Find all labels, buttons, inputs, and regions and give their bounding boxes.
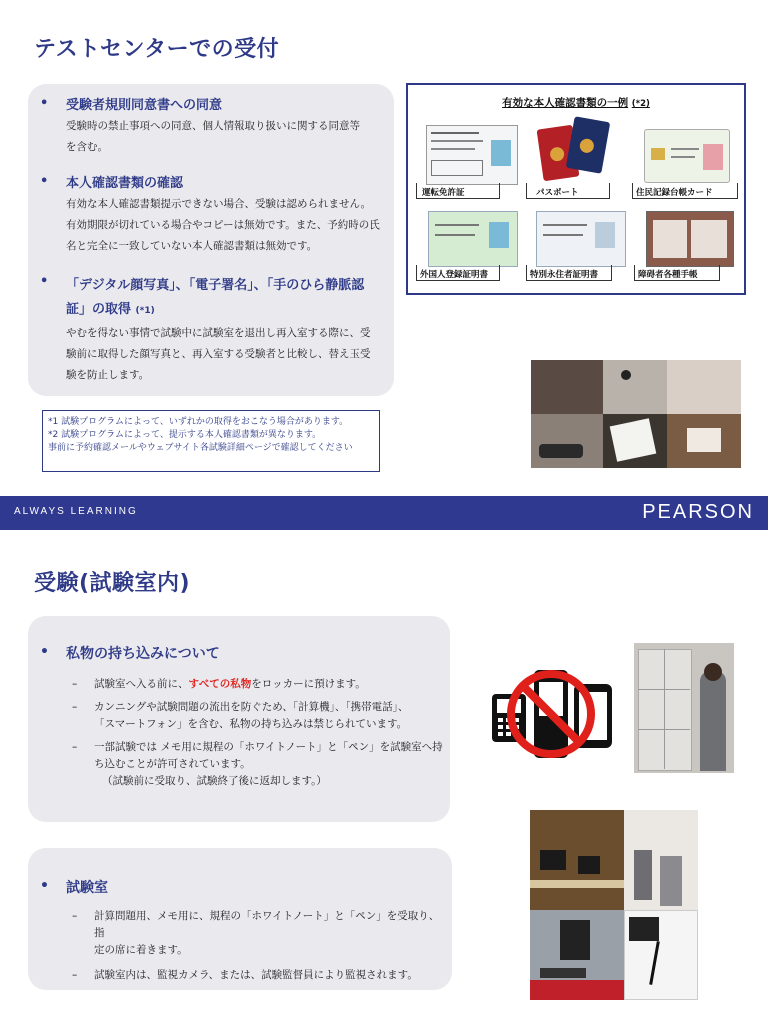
belongings-card	[28, 616, 450, 822]
photo-staff	[667, 360, 741, 414]
biometric-text-line: 験前に取得した顔写真と、再入室する受験者と比較し、替え玉受	[66, 348, 371, 360]
caption-drivers-license: 運転免許証	[422, 188, 465, 198]
banner-tagline: ALWAYS LEARNING	[14, 506, 138, 517]
test-room-card	[28, 848, 452, 990]
photo-document-handover	[667, 414, 741, 468]
belongings-heading: 私物の持ち込みについて	[66, 646, 220, 662]
footer-banner	[0, 496, 768, 530]
photo-test-booths	[530, 810, 624, 910]
locker-text-pre: 試験室へ入る前に、	[94, 678, 189, 690]
whiteboard-text-line: 一部試験では メモ用に規程の「ホワイトノート」と「ペン」を試験室へ持	[94, 741, 443, 753]
whiteboard-text-line: （試験前に受取り、試験終了後に返却します。）	[102, 775, 327, 787]
caption-resident-card: 住民記録台帳カード	[636, 188, 713, 198]
reception-photo-collage	[531, 360, 741, 468]
special-resident-image	[536, 211, 626, 267]
test-room-photo-collage	[530, 810, 698, 1000]
biometric-text-line: 験を防止します。	[66, 369, 150, 381]
id-panel-note: (*2)	[631, 99, 650, 109]
id-check-text-line: 有効な本人確認書類提示できない場合、受験は認められません。	[66, 198, 372, 210]
footnote-3: 事前に予約確認メールやウェブサイト各試験詳細ページで確認してください	[48, 443, 353, 453]
photo-signing	[603, 414, 667, 468]
locker-text-emphasis: すべての私物	[188, 678, 252, 690]
consent-heading: 受験者規則同意書への同意	[66, 98, 223, 113]
seat-text-line: 計算問題用、メモ用に、規程の「ホワイトノート」と「ペン」を受取り、指	[94, 910, 440, 939]
photo-test-takers	[624, 810, 698, 910]
biometric-text-line: やむを得ない事情で試験中に試験室を退出し再入室する際に、受	[66, 327, 371, 339]
biometric-heading-line1: 「デジタル顔写真」、「電子署名」、「手のひら静脈認	[66, 278, 365, 293]
bullet: •	[40, 96, 49, 111]
no-phones-icon	[486, 664, 616, 764]
id-check-heading: 本人確認書類の確認	[66, 176, 184, 191]
whiteboard-text-line: ち込むことが許可されています。	[94, 758, 251, 770]
monitoring-text: 試験室内は、監視カメラ、または、試験監督員により監視されます。	[94, 969, 418, 981]
photo-notes-and-pen	[624, 910, 698, 1000]
alien-registration-image	[428, 211, 518, 267]
disability-handbook-image	[646, 211, 734, 267]
drivers-license-image	[426, 125, 518, 185]
id-panel-title: 有効な本人確認書類の一例	[502, 97, 629, 109]
consent-text-line: 受験時の禁止事項への同意、個人情報取り扱いに関する同意等	[66, 120, 360, 132]
bullet: •	[40, 878, 49, 894]
prohibited-text-line: 「スマートフォン」を含む、私物の持ち込みは禁じられています。	[94, 718, 408, 730]
photo-camera	[603, 360, 667, 414]
slide1-title: テストセンターでの受付	[34, 37, 280, 62]
bullet: •	[40, 644, 49, 660]
caption-special-resident: 特別永住者証明書	[530, 270, 599, 280]
dash: –	[72, 741, 78, 753]
dash: –	[72, 969, 78, 981]
resident-card-image	[644, 129, 730, 183]
pearson-logo: PEARSON	[642, 501, 754, 523]
id-documents-panel	[406, 83, 746, 295]
seat-text-line: 定の席に着きます。	[94, 944, 188, 956]
consent-text-line: を含む。	[66, 141, 108, 153]
locker-text-post: をロッカーに預けます。	[251, 678, 366, 690]
photo-palm-scanner	[531, 414, 603, 468]
caption-disability-handbook: 障碍者各種手帳	[638, 270, 698, 280]
dash: –	[72, 678, 78, 690]
caption-alien-registration: 外国人登録証明書	[420, 270, 489, 280]
caption-passport: パスポート	[536, 188, 579, 198]
biometric-heading-line2: 証」の取得	[66, 302, 132, 317]
biometric-note-ref: (*1)	[135, 306, 155, 316]
id-check-text-line: 名と完全に一致していない本人確認書類は無効です。	[66, 240, 318, 252]
passport-blue-image	[566, 116, 610, 173]
prohibited-text-line: カンニングや試験問題の流出を防ぐため、「計算機」、「携帯電話」、	[94, 701, 409, 713]
id-check-text-line: 有効期限が切れている場合やコピーは無効です。また、予約時の氏	[66, 219, 380, 231]
photo-computer-station	[530, 910, 624, 1000]
slide2-title: 受験(試験室内)	[34, 571, 191, 596]
bullet: •	[40, 274, 49, 289]
dash: –	[72, 701, 78, 713]
test-room-heading: 試験室	[66, 880, 108, 896]
bullet: •	[40, 174, 49, 189]
footnotes-box	[42, 410, 380, 472]
footnote-2: *2 試験プログラムによって、提示する本人確認書類が異なります。	[48, 430, 322, 440]
requirements-card	[28, 84, 394, 396]
locker-photo	[634, 643, 734, 773]
photo-reception-desk	[531, 360, 603, 414]
dash: –	[72, 910, 78, 922]
footnote-1: *1 試験プログラムによって、いずれかの取得をおこなう場合があります。	[48, 417, 349, 427]
